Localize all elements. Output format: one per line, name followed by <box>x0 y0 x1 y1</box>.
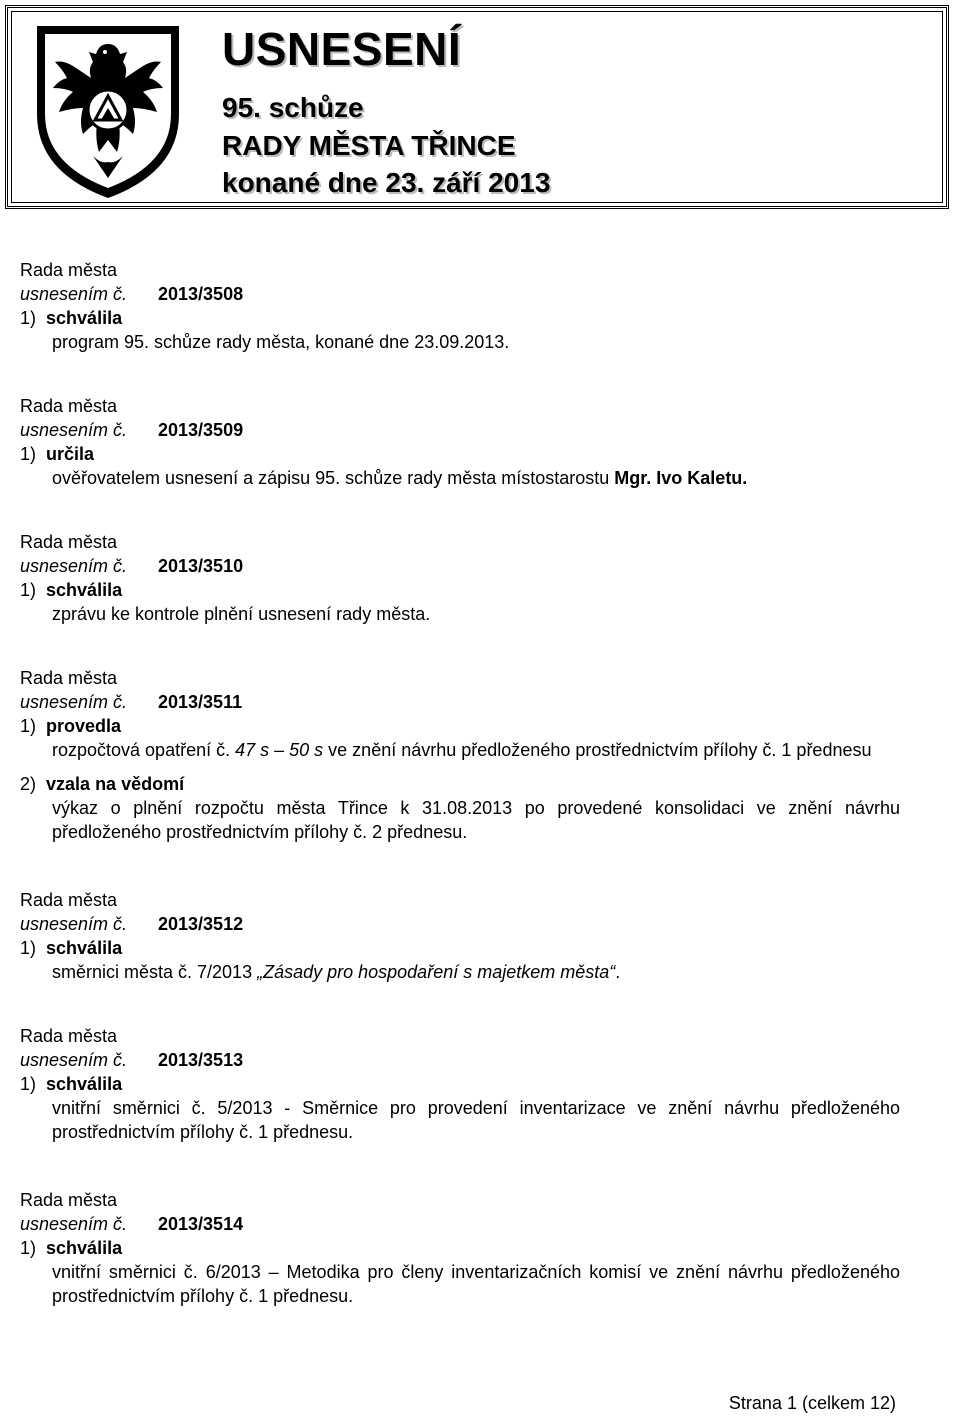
item-index: 2) <box>20 774 37 794</box>
resolution <box>20 1188 900 1308</box>
resolution-number: 2013/3514 <box>158 1214 244 1234</box>
resolution <box>20 1024 900 1144</box>
item-text: směrnici města č. 7/2013 „Zásady pro hospodaření s majetkem města“. <box>52 962 621 982</box>
item-text: program 95. schůze rady města, konané dne 23.09.2013. <box>52 332 510 352</box>
person-name: Mgr. Ivo Kaletu. <box>614 468 748 488</box>
item-verb: určila <box>46 444 95 464</box>
council-name: RADY MĚSTA TŘINCE <box>222 130 516 161</box>
city-coat-of-arms-icon <box>33 22 183 200</box>
resolution-item <box>20 442 900 490</box>
resolution-label: usnesením č. <box>20 556 128 576</box>
resolution-item <box>20 578 900 626</box>
council-label: Rada města <box>20 396 118 416</box>
item-text: výkaz o plnění rozpočtu města Třince k 31.08.2013 po provedené konsolidaci ve znění návrhu předloženého prostřednictvím přílohy č. 2 přednesu. <box>52 798 900 842</box>
item-index: 1) <box>20 716 37 736</box>
resolution <box>20 888 900 984</box>
council-label: Rada města <box>20 1190 118 1210</box>
item-index: 1) <box>20 938 37 958</box>
resolution <box>20 666 900 844</box>
council-label: Rada města <box>20 668 118 688</box>
document-title: USNESENÍ <box>222 23 462 75</box>
item-index: 1) <box>20 580 37 600</box>
resolution-label: usnesením č. <box>20 1214 128 1234</box>
resolution <box>20 530 900 626</box>
resolution-item <box>20 936 900 984</box>
page-number: Strana 1 (celkem 12) <box>728 1393 896 1413</box>
item-verb: schválila <box>46 1238 123 1258</box>
resolution-number: 2013/3508 <box>158 284 244 304</box>
item-text: vnitřní směrnici č. 5/2013 - Směrnice pro provedení inventarizace ve znění návrhu předloženého prostřednictvím přílohy č. 1 přednesu. <box>52 1098 900 1142</box>
item-text: vnitřní směrnici č. 6/2013 – Metodika pro členy inventarizačních komisí ve znění návrhu předloženého prostřednictvím přílohy č. 1 přednesu. <box>52 1262 900 1306</box>
item-index: 1) <box>20 1238 37 1258</box>
meeting-number: 95. schůze <box>222 92 364 123</box>
item-verb: schválila <box>46 308 123 328</box>
measure-range: 47 s – 50 s <box>235 740 324 760</box>
resolution-number: 2013/3512 <box>158 914 244 934</box>
resolution-label: usnesením č. <box>20 420 128 440</box>
item-verb: schválila <box>46 1074 123 1094</box>
resolution-item <box>20 772 900 844</box>
item-text: rozpočtová opatření č. 47 s – 50 s ve znění návrhu předloženého prostřednictvím přílohy č. 1 přednesu <box>52 740 872 760</box>
item-verb: schválila <box>46 938 123 958</box>
resolutions-list <box>20 258 900 1348</box>
resolution-label: usnesením č. <box>20 1050 128 1070</box>
resolution-label: usnesením č. <box>20 692 128 712</box>
council-label: Rada města <box>20 532 118 552</box>
resolution <box>20 394 900 490</box>
item-index: 1) <box>20 1074 37 1094</box>
resolution-label: usnesením č. <box>20 284 128 304</box>
resolution <box>20 258 900 354</box>
resolution-item <box>20 1072 900 1144</box>
item-verb: schválila <box>46 580 123 600</box>
resolution-number: 2013/3509 <box>158 420 244 440</box>
council-label: Rada města <box>20 260 118 280</box>
council-label: Rada města <box>20 890 118 910</box>
resolution-number: 2013/3511 <box>158 692 243 712</box>
resolution-item <box>20 1236 900 1308</box>
item-index: 1) <box>20 444 37 464</box>
item-verb: vzala na vědomí <box>46 774 185 794</box>
meeting-date: konané dne 23. září 2013 <box>222 167 551 198</box>
item-text: ověřovatelem usnesení a zápisu 95. schůze rady města místostarostu Mgr. Ivo Kaletu. <box>52 468 748 488</box>
resolution-number: 2013/3510 <box>158 556 244 576</box>
resolution-number: 2013/3513 <box>158 1050 244 1070</box>
directive-title: „Zásady pro hospodaření s majetkem města“ <box>257 962 616 982</box>
council-label: Rada města <box>20 1026 118 1046</box>
resolution-label: usnesením č. <box>20 914 128 934</box>
item-verb: provedla <box>46 716 122 736</box>
resolution-item <box>20 714 900 762</box>
resolution-item <box>20 306 900 354</box>
item-index: 1) <box>20 308 37 328</box>
item-text: zprávu ke kontrole plnění usnesení rady města. <box>52 604 431 624</box>
